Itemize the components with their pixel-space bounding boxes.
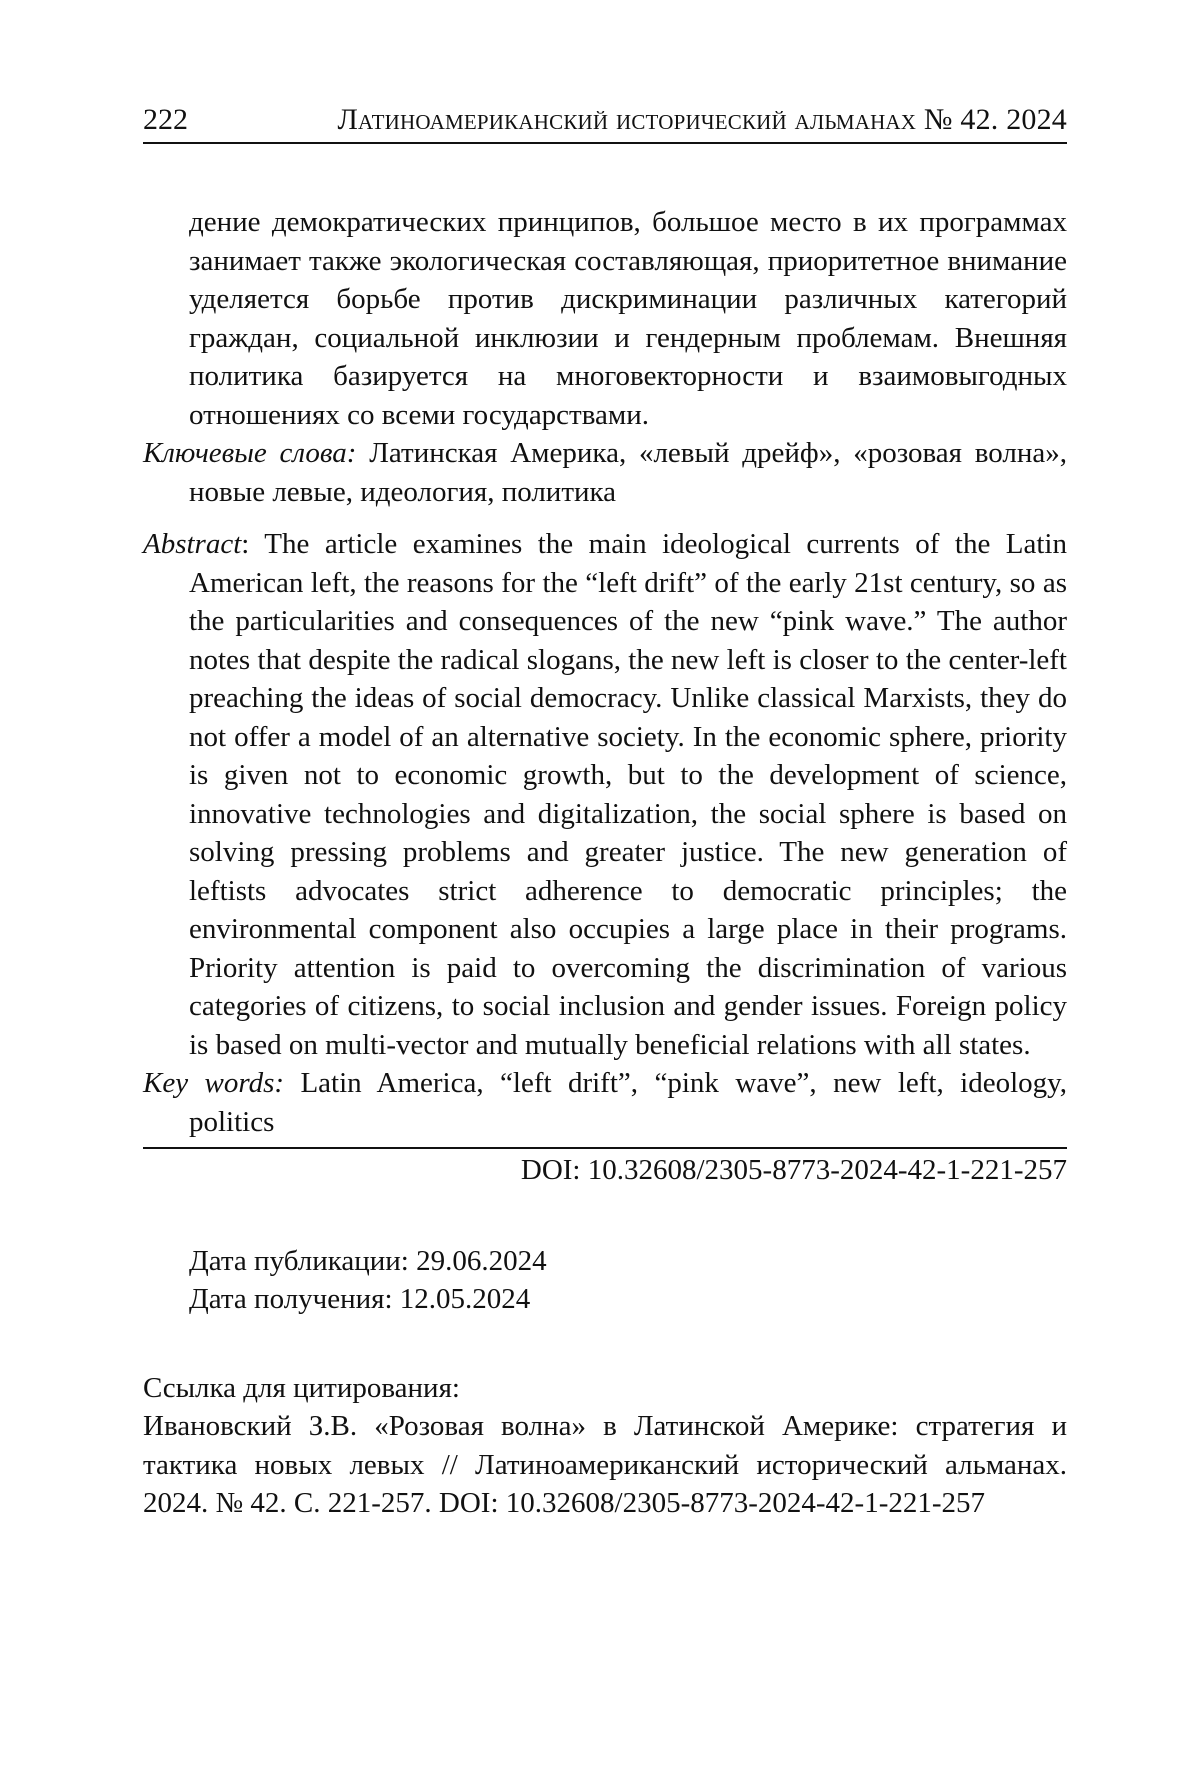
publication-date: Дата публикации: 29.06.2024 [189,1244,547,1277]
citation-heading: Ссылка для цитирования: [143,1371,460,1404]
abstract-en [143,525,1067,1064]
abstract-en-text: : The article examines the main ideological currents of the Latin American left, the reasons for the “left drift” of the early 21st century, so as the particularities and consequences of the new “pink wave.” The author notes that despite the radical slogans, the new left is closer to the center-left preaching the ideas of social democracy. Unlike classical Marxists, they do not offer a model of an alternative society. In the economic sphere, priority is given not to economic growth, but to the development of science, innovative technologies and digitalization, the social sphere is based on solving pressing problems and greater justice. The new generation of leftists advocates strict adherence to democratic principles; the environmental component also occupies a large place in their programs. Priority attention is paid to overcoming the discrimination of various categories of citizens, to social inclusion and gender issues. Foreign policy is based on multi-vector and mutually beneficial relations with all states. [189,528,1067,1061]
keywords-ru [143,434,1067,511]
divider-line [143,1147,1067,1149]
abstract-ru-continued: дение демократических принципов, большое место в их программах занимает также экологическая составляющая, приоритетное внимание уделяется борьбе против дискриминации различных категорий граждан, социальной инклюзии и гендерным проблемам. Внешняя политика базируется на многовекторности и взаимовыгодных отношениях со всеми государствами. [189,206,1067,431]
doi: DOI: 10.32608/2305-8773-2024-42-1-221-257 [520,1154,1067,1186]
keywords-en-text: Latin America, “left drift”, “pink wave”, new left, ideology, politics [189,1067,1067,1138]
citation-block [143,1369,1067,1523]
keywords-en-label: Key words: [143,1067,285,1099]
page-number: 222 [143,103,188,136]
dates-block [143,1242,1067,1319]
received-date: Дата получения: 12.05.2024 [189,1283,531,1315]
keywords-ru-text: Латинская Америка, «левый дрейф», «розовая волна», новые левые, идеология, политика [189,437,1068,508]
citation-text: Ивановский З.В. «Розовая волна» в Латинской Америке: стратегия и тактика новых левых // Латиноамериканский исторический альманах. 2024. № 42. С. 221-257. DOI: 10.32608/2305-8773-2024-42-1-221-257 [143,1410,1067,1519]
journal-page [143,100,1067,1523]
keywords-en [143,1064,1067,1141]
running-title: Латиноамериканский исторический альманах № 42. 2024 [337,103,1067,136]
abstract-en-label: Abstract [143,528,242,560]
keywords-ru-label: Ключевые слова: [143,437,357,469]
running-header [143,100,1067,144]
